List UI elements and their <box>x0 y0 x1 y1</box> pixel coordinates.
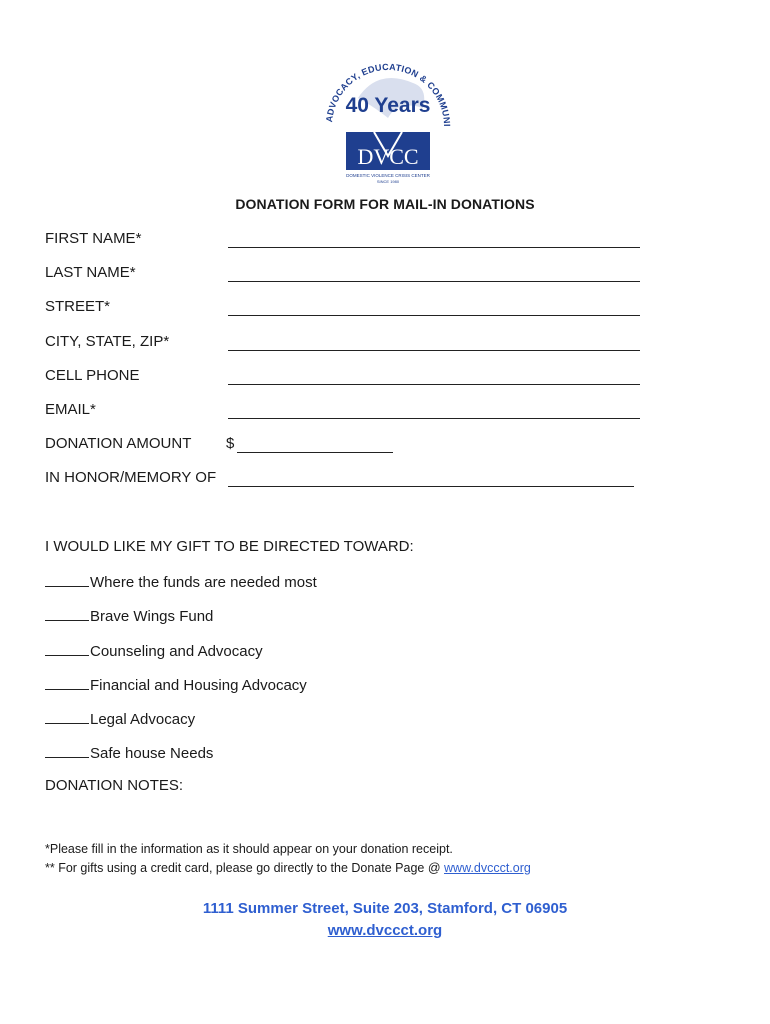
first-name-field[interactable] <box>228 247 640 248</box>
dvcc-40-years-logo <box>318 38 458 188</box>
logo-arc-text: ADVOCACY, EDUCATION & COMMUNI <box>324 61 453 127</box>
email-label: EMAIL* <box>45 401 96 418</box>
city-state-zip-field[interactable] <box>228 350 640 351</box>
cell-phone-field[interactable] <box>228 384 640 385</box>
option-checkbox-blank[interactable] <box>45 743 89 758</box>
footnote-credit-card-text: ** For gifts using a credit card, please go directly to the Donate Page @ <box>45 861 445 875</box>
donation-amount-field[interactable] <box>237 452 393 453</box>
option-label: Safe house Needs <box>90 745 214 762</box>
donate-page-link[interactable]: www.dvccct.org <box>444 861 531 875</box>
option-legal <box>45 709 195 728</box>
option-checkbox-blank[interactable] <box>45 675 89 690</box>
footnote-receipt: *Please fill in the information as it should appear on your donation receipt. <box>45 842 453 856</box>
option-counseling <box>45 641 263 660</box>
email-field[interactable] <box>228 418 640 419</box>
option-checkbox-blank[interactable] <box>45 641 89 656</box>
option-label: Legal Advocacy <box>90 711 196 728</box>
donation-amount-label: DONATION AMOUNT <box>45 435 192 452</box>
logo-org-text: DVCC <box>357 144 419 169</box>
address-text: 1111 Summer Street, Suite 203, Stamford, CT 06905 <box>202 900 568 917</box>
direction-heading: I WOULD LIKE MY GIFT TO BE DIRECTED TOWARD: <box>45 538 414 555</box>
option-brave-wings <box>45 606 213 625</box>
option-financial-housing <box>45 675 307 694</box>
first-name-label: FIRST NAME* <box>45 230 142 247</box>
last-name-label: LAST NAME* <box>45 264 136 281</box>
dollar-sign: $ <box>226 435 235 452</box>
option-checkbox-blank[interactable] <box>45 606 89 621</box>
website-link[interactable]: www.dvccct.org <box>327 922 443 939</box>
last-name-field[interactable] <box>228 281 640 282</box>
logo-tagline: DOMESTIC VIOLENCE CRISIS CENTER <box>346 173 430 178</box>
footnote-credit-card <box>45 861 531 875</box>
option-where-needed <box>45 572 317 591</box>
option-label: Where the funds are needed most <box>90 574 317 591</box>
logo-since: SINCE 1980 <box>376 179 400 184</box>
street-label: STREET* <box>45 298 111 315</box>
street-field[interactable] <box>228 315 640 316</box>
honor-memory-field[interactable] <box>228 486 634 487</box>
option-checkbox-blank[interactable] <box>45 709 89 724</box>
option-label: Counseling and Advocacy <box>90 643 263 660</box>
logo-years-text: 40 Years <box>345 94 431 117</box>
option-safe-house <box>45 743 213 762</box>
option-label: Financial and Housing Advocacy <box>90 677 307 694</box>
honor-memory-label: IN HONOR/MEMORY OF <box>45 469 217 486</box>
city-state-zip-label: CITY, STATE, ZIP* <box>45 333 170 350</box>
option-checkbox-blank[interactable] <box>45 572 89 587</box>
form-title: DONATION FORM FOR MAIL-IN DONATIONS <box>235 196 535 212</box>
cell-phone-label: CELL PHONE <box>45 367 140 384</box>
donation-notes-label: DONATION NOTES: <box>45 777 184 794</box>
option-label: Brave Wings Fund <box>90 608 214 625</box>
